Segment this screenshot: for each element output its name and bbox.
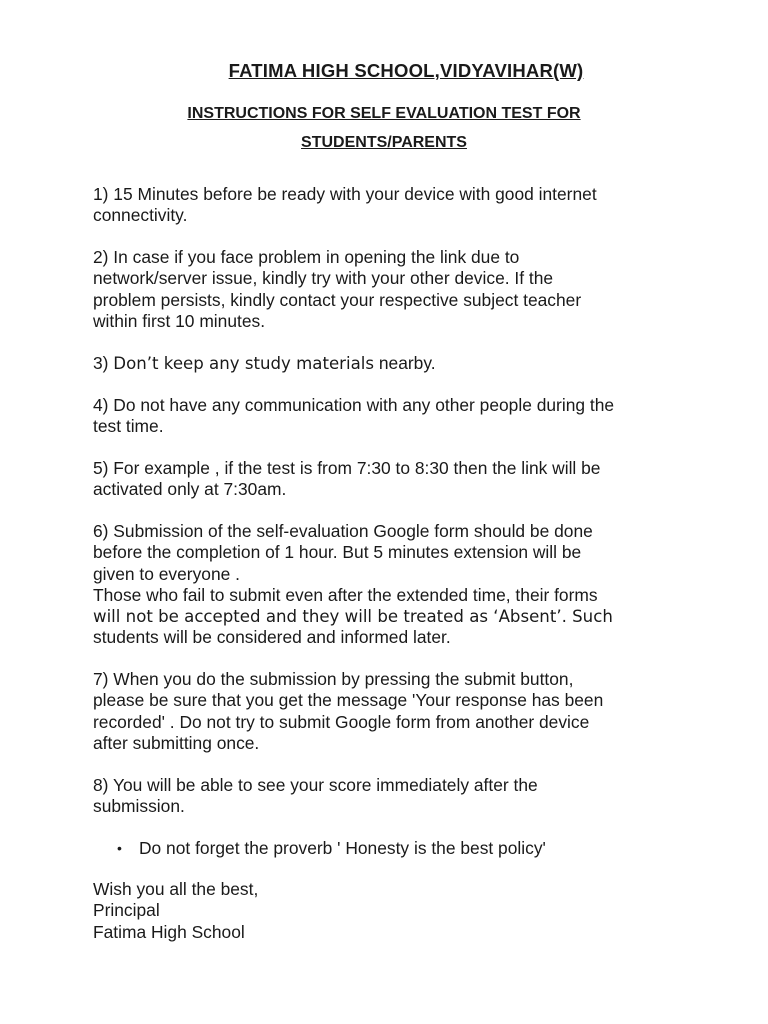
signoff-role: Principal — [93, 900, 160, 921]
instruction-5-line: 5) For example , if the test is from 7:30 to 8:30 then the link will be — [93, 458, 601, 479]
instruction-2-line: within first 10 minutes. — [93, 310, 266, 331]
proverb-bullet-item — [93, 838, 683, 859]
instruction-2-line: problem persists, kindly contact your respective subject teacher — [93, 289, 582, 310]
instruction-3 — [93, 353, 683, 374]
instruction-7-line: 7) When you do the submission by pressing the submit button, — [93, 669, 574, 690]
instruction-3-emphasis: Don’t keep any study materials — [113, 353, 375, 373]
instruction-8 — [93, 775, 683, 817]
instruction-2-line: network/server issue, kindly try with your other device. If the — [93, 268, 554, 289]
instruction-2 — [93, 247, 683, 332]
instruction-5-line: activated only at 7:30am. — [93, 479, 287, 500]
instruction-4-line: test time. — [93, 416, 164, 437]
instruction-7-line: recorded' . Do not try to submit Google form from another device — [93, 711, 590, 732]
instructions-heading-line-1: INSTRUCTIONS FOR SELF EVALUATION TEST FOR — [187, 105, 581, 122]
instruction-7 — [93, 669, 683, 754]
instruction-5 — [93, 458, 683, 500]
instruction-3-line — [93, 353, 683, 374]
instruction-3-suffix: nearby. — [374, 352, 436, 373]
instruction-6-line: given to everyone . — [93, 563, 240, 584]
instruction-1-line: 1) 15 Minutes before be ready with your device with good internet — [93, 184, 597, 204]
signoff-greeting: Wish you all the best, — [93, 879, 259, 900]
signoff-school: Fatima High School — [93, 921, 245, 942]
instruction-7-line: after submitting once. — [93, 732, 260, 753]
instruction-6-line: Those who fail to submit even after the extended time, their forms — [93, 584, 598, 605]
school-title: FATIMA HIGH SCHOOL,VIDYAVIHAR(W) — [228, 60, 584, 81]
instruction-3-prefix: 3) — [93, 352, 114, 373]
instruction-6-line: 6) Submission of the self-evaluation Google form should be done — [93, 521, 593, 542]
instruction-1 — [93, 184, 683, 226]
instruction-7-line: please be sure that you get the message 'Your response has been — [93, 690, 604, 711]
signoff — [93, 879, 683, 943]
proverb-text: Do not forget the proverb ' Honesty is the best policy' — [139, 838, 546, 859]
instruction-2-line: 2) In case if you face problem in opening the link due to — [93, 247, 520, 268]
instructions-heading-line-2: STUDENTS/PARENTS — [301, 134, 467, 151]
instruction-6-line: before the completion of 1 hour. But 5 minutes extension will be — [93, 542, 582, 563]
instructions-body — [93, 184, 683, 943]
instruction-8-line: 8) You will be able to see your score immediately after the — [93, 774, 538, 795]
instruction-6 — [93, 521, 683, 648]
instruction-1-line: connectivity. — [93, 205, 188, 226]
instruction-4 — [93, 395, 683, 437]
instruction-4-line: 4) Do not have any communication with any other people during the — [93, 394, 615, 415]
bullet-icon: • — [117, 840, 122, 857]
instruction-6-line: students will be considered and informed later. — [93, 627, 451, 648]
instruction-6-emphasis-line: will not be accepted and they will be treated as ‘Absent’. Such — [93, 607, 613, 627]
instruction-8-line: submission. — [93, 796, 185, 817]
